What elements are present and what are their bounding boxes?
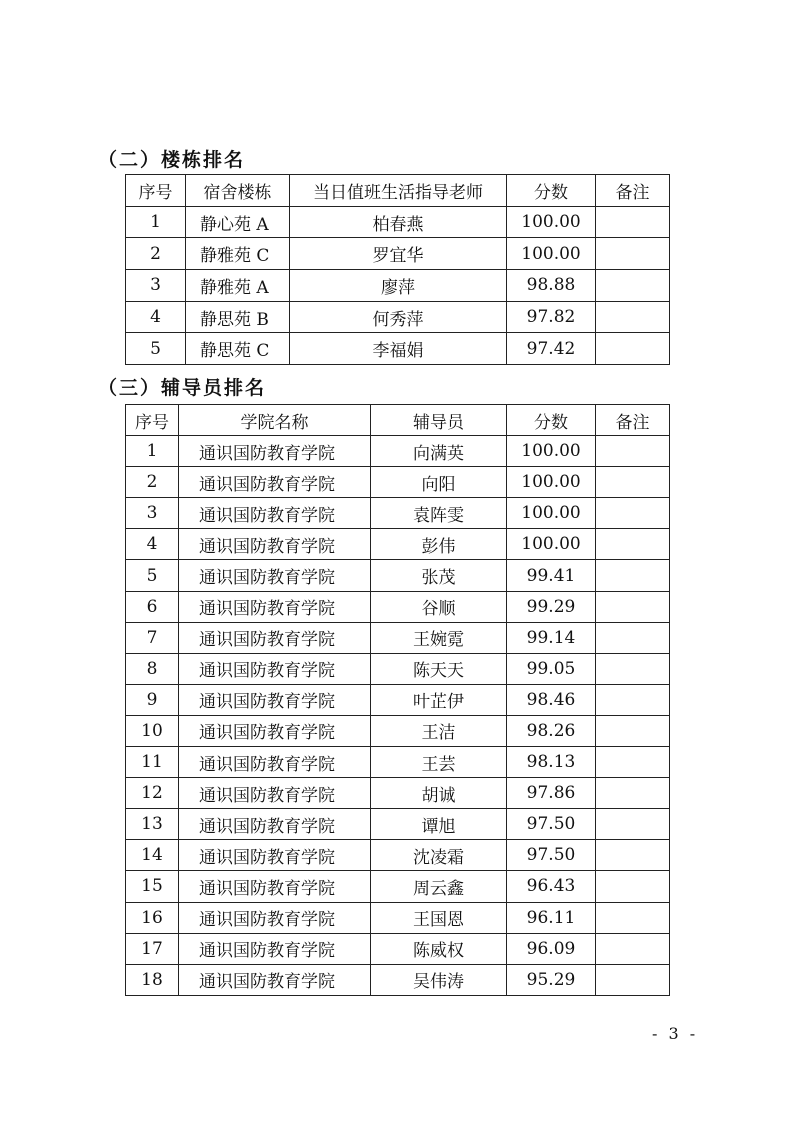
- cell-teacher: 廖萍: [290, 270, 507, 302]
- cell-college: 通识国防教育学院: [179, 840, 371, 871]
- cell-no: 13: [126, 809, 179, 840]
- cell-score: 96.43: [507, 871, 596, 902]
- cell-counselor: 胡诚: [371, 778, 507, 809]
- cell-no: 11: [126, 747, 179, 778]
- cell-score: 98.26: [507, 715, 596, 746]
- cell-score: 98.88: [507, 270, 596, 302]
- cell-counselor: 沈凌霜: [371, 840, 507, 871]
- cell-score: 100.00: [507, 206, 596, 238]
- table-row: [126, 778, 670, 809]
- cell-score: 97.82: [507, 301, 596, 333]
- table-header-row: [126, 405, 670, 436]
- cell-note: [596, 964, 670, 995]
- cell-no: 17: [126, 933, 179, 964]
- cell-no: 4: [126, 301, 186, 333]
- header-counselor: 辅导员: [371, 405, 507, 436]
- cell-score: 99.29: [507, 591, 596, 622]
- cell-score: 95.29: [507, 964, 596, 995]
- cell-no: 8: [126, 653, 179, 684]
- cell-note: [596, 902, 670, 933]
- header-score: 分数: [507, 175, 596, 207]
- cell-note: [596, 467, 670, 498]
- cell-counselor: 周云鑫: [371, 871, 507, 902]
- cell-college: 通识国防教育学院: [179, 622, 371, 653]
- section-heading-counselor-ranking: （三）辅导员排名: [98, 377, 267, 399]
- cell-no: 1: [126, 436, 179, 467]
- table-row: [126, 933, 670, 964]
- cell-note: [596, 809, 670, 840]
- cell-college: 通识国防教育学院: [179, 747, 371, 778]
- cell-counselor: 谷顺: [371, 591, 507, 622]
- cell-note: [596, 206, 670, 238]
- section-heading-building-ranking: （二）楼栋排名: [98, 149, 246, 171]
- table-row: [126, 653, 670, 684]
- cell-college: 通识国防教育学院: [179, 529, 371, 560]
- cell-note: [596, 778, 670, 809]
- table-row: [126, 902, 670, 933]
- table-row: [126, 467, 670, 498]
- cell-note: [596, 933, 670, 964]
- cell-score: 100.00: [507, 498, 596, 529]
- cell-counselor: 彭伟: [371, 529, 507, 560]
- cell-counselor: 袁阵雯: [371, 498, 507, 529]
- cell-college: 通识国防教育学院: [179, 591, 371, 622]
- cell-score: 98.46: [507, 684, 596, 715]
- cell-score: 97.86: [507, 778, 596, 809]
- table-row: [126, 238, 670, 270]
- cell-building: 静雅苑 C: [186, 238, 290, 270]
- cell-note: [596, 840, 670, 871]
- cell-no: 14: [126, 840, 179, 871]
- cell-counselor: 吴伟涛: [371, 964, 507, 995]
- table-row: [126, 301, 670, 333]
- building-ranking-table: [125, 174, 670, 365]
- cell-no: 6: [126, 591, 179, 622]
- cell-no: 18: [126, 964, 179, 995]
- cell-teacher: 李福娟: [290, 333, 507, 365]
- cell-counselor: 陈威权: [371, 933, 507, 964]
- cell-score: 100.00: [507, 436, 596, 467]
- header-score: 分数: [507, 405, 596, 436]
- cell-teacher: 何秀萍: [290, 301, 507, 333]
- table-row: [126, 622, 670, 653]
- cell-no: 1: [126, 206, 186, 238]
- table-row: [126, 809, 670, 840]
- cell-score: 100.00: [507, 529, 596, 560]
- cell-score: 96.11: [507, 902, 596, 933]
- cell-note: [596, 591, 670, 622]
- cell-college: 通识国防教育学院: [179, 467, 371, 498]
- cell-score: 96.09: [507, 933, 596, 964]
- cell-note: [596, 333, 670, 365]
- table-row: [126, 871, 670, 902]
- cell-counselor: 向满英: [371, 436, 507, 467]
- header-no: 序号: [126, 175, 186, 207]
- cell-note: [596, 270, 670, 302]
- cell-no: 15: [126, 871, 179, 902]
- cell-college: 通识国防教育学院: [179, 964, 371, 995]
- cell-note: [596, 436, 670, 467]
- cell-no: 3: [126, 498, 179, 529]
- cell-college: 通识国防教育学院: [179, 653, 371, 684]
- header-note: 备注: [596, 175, 670, 207]
- table-row: [126, 591, 670, 622]
- table-row: [126, 747, 670, 778]
- header-building: 宿舍楼栋: [186, 175, 290, 207]
- cell-score: 99.05: [507, 653, 596, 684]
- cell-counselor: 王洁: [371, 715, 507, 746]
- table-header-row: [126, 175, 670, 207]
- cell-college: 通识国防教育学院: [179, 809, 371, 840]
- cell-no: 5: [126, 560, 179, 591]
- cell-no: 5: [126, 333, 186, 365]
- cell-college: 通识国防教育学院: [179, 684, 371, 715]
- cell-college: 通识国防教育学院: [179, 871, 371, 902]
- cell-no: 2: [126, 467, 179, 498]
- table-row: [126, 498, 670, 529]
- cell-college: 通识国防教育学院: [179, 778, 371, 809]
- cell-no: 10: [126, 715, 179, 746]
- cell-note: [596, 529, 670, 560]
- cell-teacher: 柏春燕: [290, 206, 507, 238]
- cell-college: 通识国防教育学院: [179, 560, 371, 591]
- header-no: 序号: [126, 405, 179, 436]
- cell-score: 97.42: [507, 333, 596, 365]
- cell-counselor: 张茂: [371, 560, 507, 591]
- cell-note: [596, 301, 670, 333]
- cell-building: 静心苑 A: [186, 206, 290, 238]
- table-row: [126, 436, 670, 467]
- cell-note: [596, 684, 670, 715]
- cell-building: 静雅苑 A: [186, 270, 290, 302]
- table-row: [126, 333, 670, 365]
- counselor-ranking-table: [125, 404, 670, 996]
- cell-note: [596, 747, 670, 778]
- cell-score: 100.00: [507, 467, 596, 498]
- table-row: [126, 964, 670, 995]
- table-row: [126, 560, 670, 591]
- cell-score: 99.41: [507, 560, 596, 591]
- cell-college: 通识国防教育学院: [179, 715, 371, 746]
- cell-no: 16: [126, 902, 179, 933]
- cell-counselor: 叶芷伊: [371, 684, 507, 715]
- table-row: [126, 529, 670, 560]
- cell-note: [596, 498, 670, 529]
- cell-note: [596, 560, 670, 591]
- header-college: 学院名称: [179, 405, 371, 436]
- cell-building: 静思苑 B: [186, 301, 290, 333]
- cell-note: [596, 622, 670, 653]
- table-row: [126, 840, 670, 871]
- cell-score: 97.50: [507, 840, 596, 871]
- table-row: [126, 684, 670, 715]
- cell-note: [596, 238, 670, 270]
- cell-no: 9: [126, 684, 179, 715]
- cell-no: 7: [126, 622, 179, 653]
- cell-college: 通识国防教育学院: [179, 498, 371, 529]
- cell-no: 2: [126, 238, 186, 270]
- cell-counselor: 王国恩: [371, 902, 507, 933]
- cell-college: 通识国防教育学院: [179, 902, 371, 933]
- cell-building: 静思苑 C: [186, 333, 290, 365]
- cell-counselor: 向阳: [371, 467, 507, 498]
- cell-no: 4: [126, 529, 179, 560]
- cell-score: 99.14: [507, 622, 596, 653]
- cell-counselor: 王芸: [371, 747, 507, 778]
- page-number: - 3 -: [652, 1024, 699, 1043]
- cell-note: [596, 715, 670, 746]
- table-row: [126, 206, 670, 238]
- table-row: [126, 715, 670, 746]
- cell-score: 98.13: [507, 747, 596, 778]
- cell-teacher: 罗宜华: [290, 238, 507, 270]
- cell-no: 3: [126, 270, 186, 302]
- cell-counselor: 谭旭: [371, 809, 507, 840]
- cell-college: 通识国防教育学院: [179, 933, 371, 964]
- cell-counselor: 王婉霓: [371, 622, 507, 653]
- cell-counselor: 陈天天: [371, 653, 507, 684]
- cell-college: 通识国防教育学院: [179, 436, 371, 467]
- cell-no: 12: [126, 778, 179, 809]
- table-row: [126, 270, 670, 302]
- cell-note: [596, 871, 670, 902]
- header-teacher: 当日值班生活指导老师: [290, 175, 507, 207]
- cell-note: [596, 653, 670, 684]
- cell-score: 97.50: [507, 809, 596, 840]
- cell-score: 100.00: [507, 238, 596, 270]
- header-note: 备注: [596, 405, 670, 436]
